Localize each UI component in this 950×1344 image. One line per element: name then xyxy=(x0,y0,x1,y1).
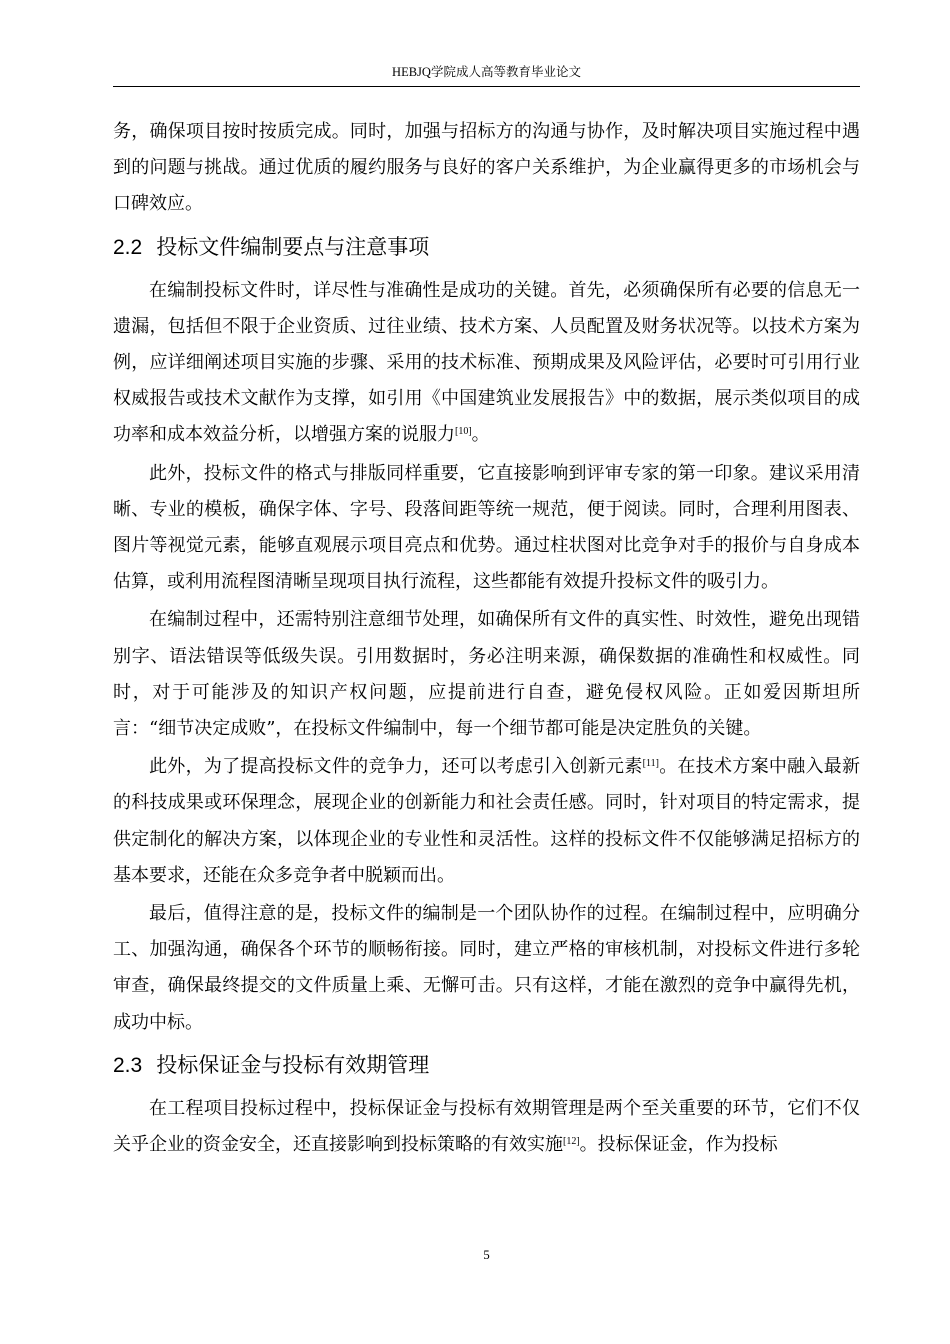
paragraph xyxy=(113,1091,860,1163)
page-number: 5 xyxy=(483,1247,490,1262)
paragraph: 在编制过程中，还需特别注意细节处理，如确保所有文件的真实性、时效性，避免出现错别字、语法错误等低级失误。引用数据时，务必注明来源，确保数据的准确性和权威性。同时，对于可能涉及的知识产权问题，应提前进行自查，避免侵权风险。正如爱因斯坦所言：“细节决定成败”，在投标文件编制中，每一个细节都可能是决定胜负的关键。 xyxy=(113,609,860,740)
section-heading-2-2 xyxy=(113,230,860,265)
paragraph-text: 。投标保证金，作为投标 xyxy=(579,1134,778,1156)
section-number: 2.2 xyxy=(113,235,143,259)
section-number: 2.3 xyxy=(113,1053,143,1077)
citation-marker: [10] xyxy=(455,426,472,438)
paragraph-text: 在工程项目投标过程中，投标保证金与投标有效期管理是两个至关重要的环节，它们不仅关乎企业的资金安全，还直接影响到投标策略的有效实施 xyxy=(113,1097,860,1156)
paragraph-text: 此外，为了提高投标文件的竞争力，还可以考虑引入创新元素 xyxy=(149,756,643,778)
paragraph-text: 。 xyxy=(471,424,490,446)
paragraph-text: 在编制投标文件时，详尽性与准确性是成功的关键。首先，必须确保所有必要的信息无一遗漏，包括但不限于企业资质、过往业绩、技术方案、人员配置及财务状况等。以技术方案为例，应详细阐述项目实施的步骤、采用的技术标准、预期成果及风险评估，必要时可引用行业权威报告或技术文献作为支撑，如引用《中国建筑业发展报告》中的数据，展示类似项目的成功率和成本效益分析，以增强方案的说服力 xyxy=(113,279,860,446)
paragraph-text: 。在技术方案中融入最新的科技成果或环保理念，展现企业的创新能力和社会责任感。同时，针对项目的特定需求，提供定制化的解决方案，以体现企业的专业性和灵活性。这样的投标文件不仅能够满足招标方的基本要求，还能在众多竞争者中脱颖而出。 xyxy=(113,756,861,886)
section-title: 投标文件编制要点与注意事项 xyxy=(156,234,430,259)
section-heading-2-3 xyxy=(113,1048,860,1083)
paragraph xyxy=(113,273,860,454)
paragraph: 此外，投标文件的格式与排版同样重要，它直接影响到评审专家的第一印象。建议采用清晰、专业的模板，确保字体、字号、段落间距等统一规范，便于阅读。同时，合理利用图表、图片等视觉元素，能够直观展示项目亮点和优势。通过柱状图对比竞争对手的报价与自身成本估算，或利用流程图清晰呈现项目执行流程，这些都能有效提升投标文件的吸引力。 xyxy=(113,462,860,593)
paragraph xyxy=(113,749,860,894)
paragraph: 最后，值得注意的是，投标文件的编制是一个团队协作的过程。在编制过程中，应明确分工、加强沟通，确保各个环节的顺畅衔接。同时，建立严格的审核机制，对投标文件进行多轮审查，确保最终提交的文件质量上乘、无懈可击。只有这样，才能在激烈的竞争中赢得先机，成功中标。 xyxy=(113,903,860,1033)
paragraph-continuation: 务，确保项目按时按质完成。同时，加强与招标方的沟通与协作，及时解决项目实施过程中遇到的问题与挑战。通过优质的履约服务与良好的客户关系维护，为企业赢得更多的市场机会与口碑效应。 xyxy=(113,121,860,215)
section-title: 投标保证金与投标有效期管理 xyxy=(156,1052,430,1077)
header-rule xyxy=(113,86,860,87)
page-body xyxy=(113,114,860,1165)
citation-marker: [12] xyxy=(563,1136,580,1148)
citation-marker: [11] xyxy=(642,758,659,770)
running-header: HEBJQ学院成人高等教育毕业论文 xyxy=(392,65,581,79)
